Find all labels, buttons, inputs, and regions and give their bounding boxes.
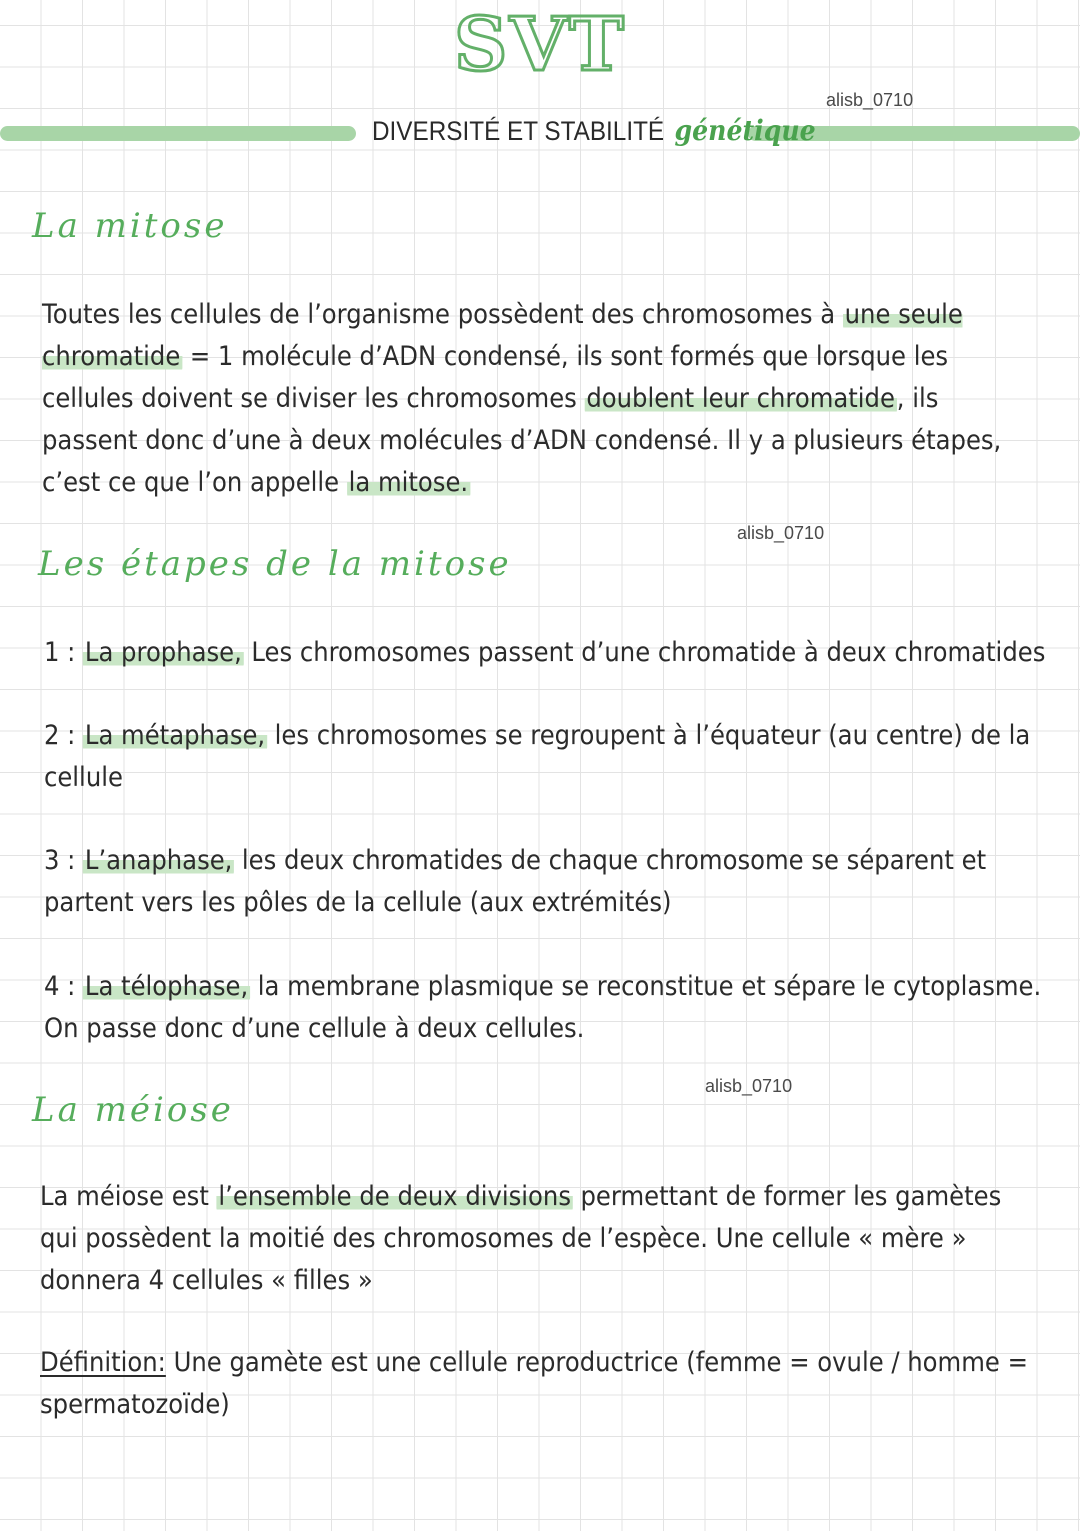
highlight: la mitose. — [348, 467, 469, 498]
text-run: Toutes les cellules de l’organisme possèdent des chromosomes à — [42, 299, 843, 330]
step-3 — [44, 840, 1034, 924]
watermark: alisb_0710 — [737, 523, 825, 543]
watermark: alisb_0710 — [705, 1076, 793, 1096]
mitose-intro-paragraph — [42, 294, 1037, 504]
step-number: 4 : — [44, 971, 84, 1002]
highlight: doublent leur chromatide — [586, 383, 895, 414]
page-title: SVT — [454, 2, 626, 88]
step-number: 3 : — [44, 845, 84, 876]
page-subtitle — [372, 114, 816, 147]
meiose-paragraph — [40, 1176, 1021, 1302]
highlight: une seule chromatide — [42, 299, 963, 372]
watermark: alisb_0710 — [826, 90, 914, 110]
step-number: 1 : — [44, 637, 84, 668]
definition-paragraph — [40, 1342, 1048, 1426]
step-name: La télophase, — [84, 971, 249, 1002]
header-band-left — [0, 126, 356, 141]
text-run: La méiose est — [40, 1181, 217, 1212]
definition-text: Une gamète est une cellule reproductrice (femme = ovule / homme = spermatozoïde) — [40, 1347, 1028, 1420]
definition-label: Définition: — [40, 1347, 166, 1378]
text-run: permettant de former les gamètes qui possèdent la moitié des chromosomes de l’espèce. Une cellule « mère » donnera 4 cellules « filles » — [40, 1181, 1002, 1296]
text-run: = 1 molécule d’ADN condensé, ils sont formés que lorsque les cellules doivent se diviser les chromosomes — [42, 341, 949, 414]
step-text: la membrane plasmique se reconstitue et sépare le cytoplasme. On passe donc d’une cellule à deux cellules. — [44, 971, 1042, 1044]
step-name: La prophase, — [84, 637, 242, 668]
section-heading-mitose: La mitose — [32, 206, 228, 246]
subtitle-plain: DIVERSITÉ ET STABILITÉ — [372, 116, 665, 146]
step-name: L’anaphase, — [84, 845, 233, 876]
section-heading-meiose: La méiose — [32, 1090, 234, 1130]
text-run: , ils passent donc d’une à deux molécules d’ADN condensé. Il y a plusieurs étapes, c’est ce que l’on appelle — [42, 383, 1002, 498]
step-2 — [44, 715, 1057, 799]
step-text: les chromosomes se regroupent à l’équateur (au centre) de la cellule — [44, 720, 1031, 793]
step-1 — [44, 632, 1061, 674]
section-heading-etapes: Les étapes de la mitose — [38, 544, 512, 584]
step-number: 2 : — [44, 720, 84, 751]
step-text: Les chromosomes passent d’une chromatide à deux chromatides — [243, 637, 1046, 668]
highlight: l’ensemble de deux divisions — [218, 1181, 571, 1212]
subtitle-accent: génétique — [674, 114, 816, 147]
step-text: les deux chromatides de chaque chromosome se séparent et partent vers les pôles de la cellule (aux extrémités) — [44, 845, 987, 918]
step-4 — [44, 966, 1061, 1050]
step-name: La métaphase, — [84, 720, 266, 751]
